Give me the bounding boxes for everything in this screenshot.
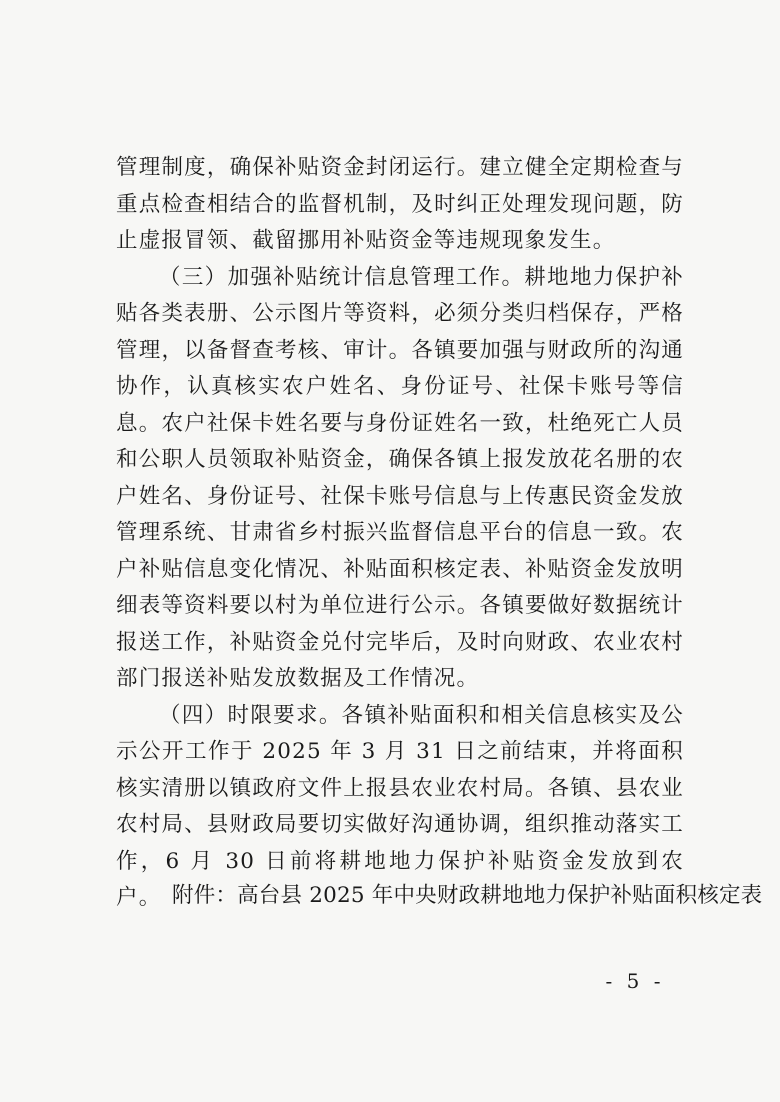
paragraph-3: （四）时限要求。各镇补贴面积和相关信息核实及公示公开工作于 2025 年 3 月 31 日之前结束，并将面积核实清册以镇政府文件上报县农业农村局。各镇、县农业农村局、县财政局要切实做好沟通协调，组织推动落实工作，6 月 30 日前将耕地地力保护补贴资金发放到农户。 (116, 702, 684, 910)
paragraph-2: （三）加强补贴统计信息管理工作。耕地地力保护补贴各类表册、公示图片等资料，必须分类归档保存，严格管理，以备督查考核、审计。各镇要加强与财政所的沟通协作，认真核实农户姓名、身份证号、社保卡账号等信息。农户社保卡姓名要与身份证姓名一致，杜绝死亡人员和公职人员领取补贴资金，确保各镇上报发放花名册的农户姓名、身份证号、社保卡账号信息与上传惠民资金发放管理系统、甘肃省乡村振兴监督信息平台的信息一致。农户补贴信息变化情况、补贴面积核定表、补贴资金发放明细表等资料要以村为单位进行公示。各镇要做好数据统计报送工作，补贴资金兑付完毕后，及时向财政、农业农村部门报送补贴发放数据及工作情况。 (116, 264, 684, 691)
paragraph-1: 管理制度，确保补贴资金封闭运行。建立健全定期检查与重点检查相结合的监督机制，及时纠正处理发现问题，防止虚报冒领、截留挪用补贴资金等违规现象发生。 (116, 155, 684, 253)
page-number: - 5 - (605, 969, 665, 993)
body-text (116, 150, 684, 917)
attachment-line: 附件：高台县 2025 年中央财政耕地地力保护补贴面积核定表 (172, 883, 763, 908)
